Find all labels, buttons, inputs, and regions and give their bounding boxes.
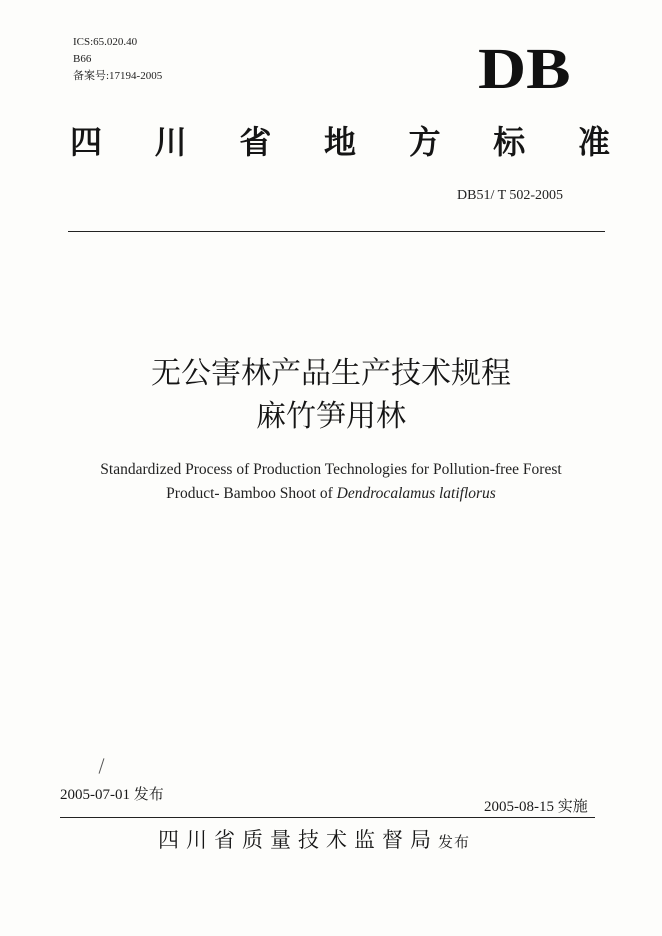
standard-type-char: 地 [323, 123, 356, 161]
standard-type-char: 标 [493, 123, 526, 161]
standard-type-char: 方 [408, 123, 441, 161]
top-divider [68, 231, 605, 232]
title-english-line1: Standardized Process of Production Technologies for Pollution-free Forest [100, 461, 562, 478]
issue-date: 2005-07-01 发布 [60, 787, 164, 803]
publisher [158, 826, 470, 856]
implementation-date: 2005-08-15 实施 [484, 799, 588, 815]
ics-code: ICS:65.020.40 [73, 36, 138, 48]
ccs-code: B66 [73, 53, 92, 65]
scan-mark [99, 758, 105, 774]
record-number: 备案号:17194-2005 [73, 70, 163, 82]
title-english-line2 [0, 484, 662, 504]
standard-type-char: 准 [577, 123, 610, 161]
title-english-prefix: Product- Bamboo Shoot of [166, 485, 337, 502]
title-chinese-main: 无公害林产品生产技术规程 [151, 356, 511, 391]
standard-type-char: 川 [154, 123, 187, 161]
title-chinese-sub: 麻竹笋用林 [256, 399, 406, 434]
db-logo: DB [478, 36, 571, 101]
standard-type-char: 省 [239, 123, 272, 161]
standard-number: DB51/ T 502-2005 [457, 188, 564, 203]
bottom-divider [60, 817, 595, 818]
standard-type-heading [70, 122, 610, 162]
publisher-suffix: 发布 [438, 833, 471, 851]
title-english-species: Dendrocalamus latiflorus [336, 485, 496, 502]
publisher-name: 四川省质量技术监督局 [158, 828, 438, 852]
standard-type-char: 四 [70, 123, 103, 161]
